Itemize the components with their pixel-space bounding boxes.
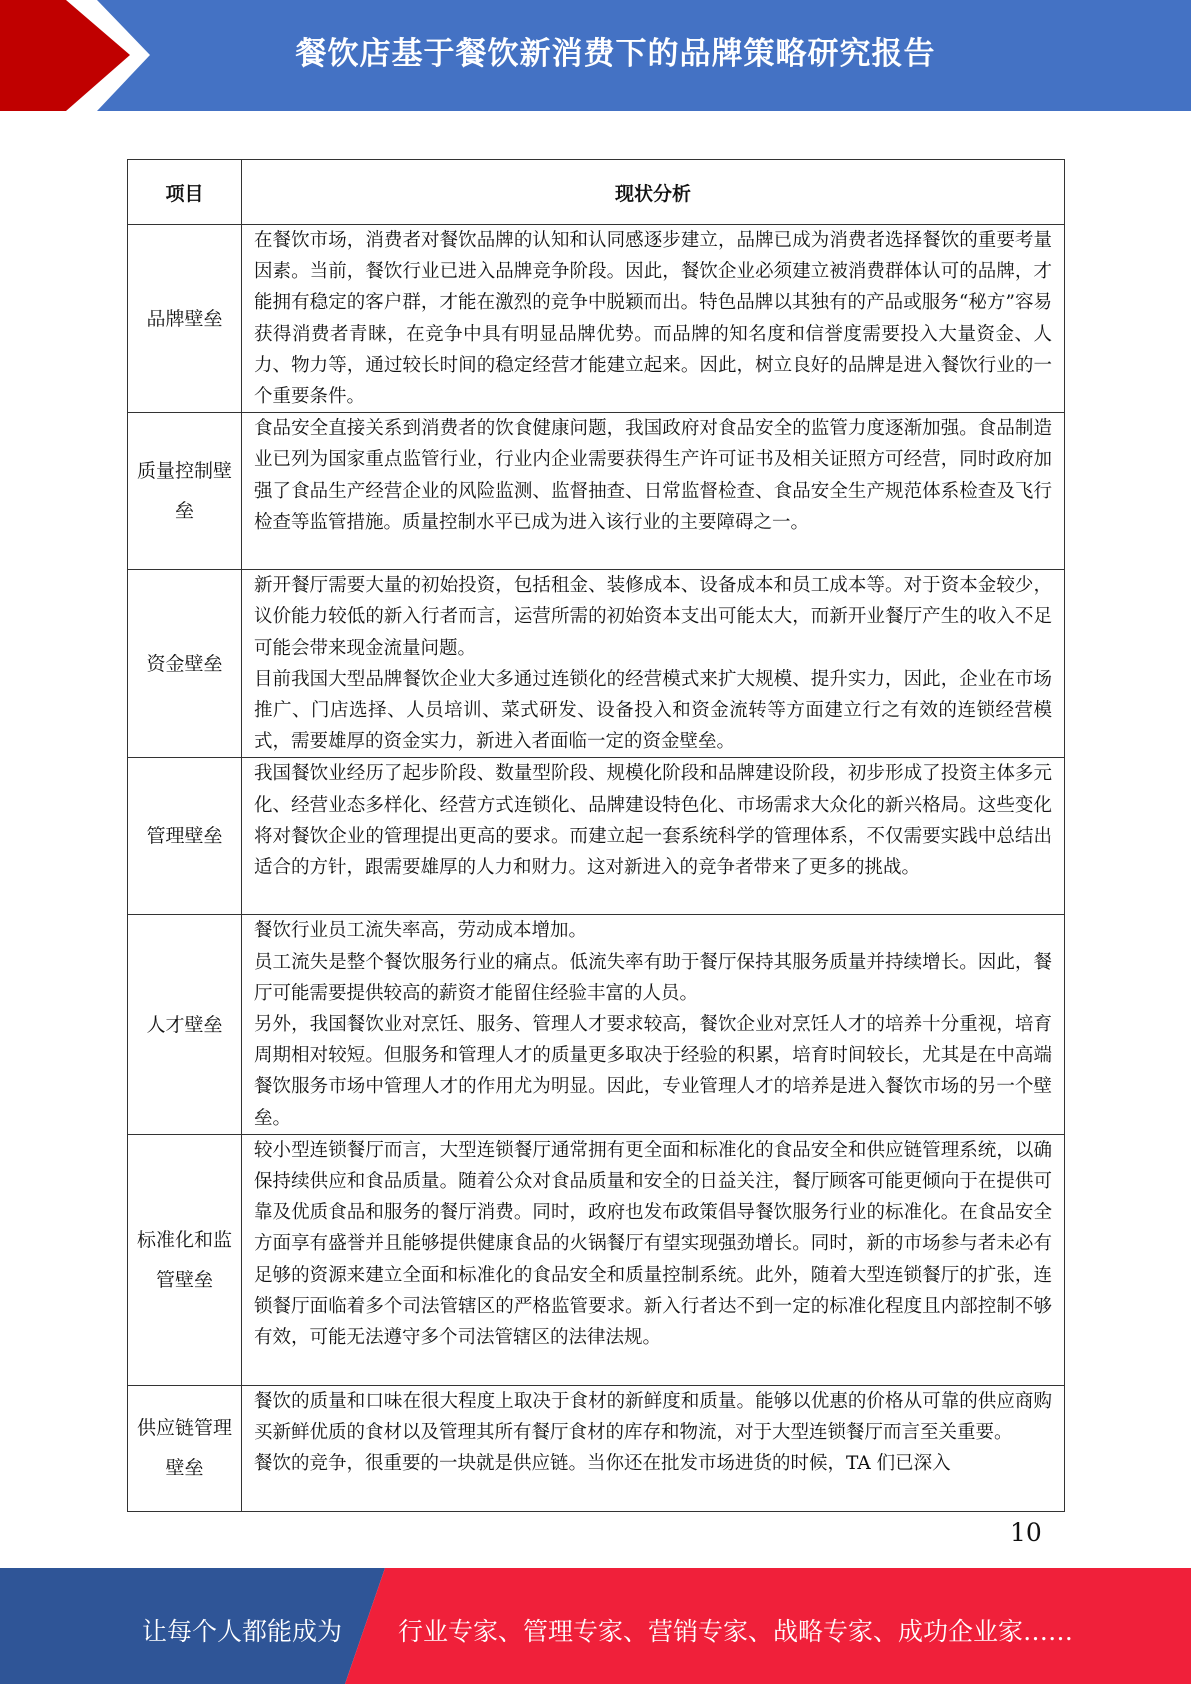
row-paragraph: 食品安全直接关系到消费者的饮食健康问题，我国政府对食品安全的监管力度逐渐加强。食品制造业已列为国家重点监管行业，行业内企业需要获得生产许可证书及相关证照方可经营，同时政府加强了食品生产经营企业的风险监测、监督抽查、日常监督检查、食品安全生产规范体系检查及飞行检查等监管措施。质量控制水平已成为进入该行业的主要障碍之一。	[254, 418, 1052, 533]
row-paragraph: 新开餐厅需要大量的初始投资，包括租金、装修成本、设备成本和员工成本等。对于资本金较少，议价能力较低的新入行者而言，运营所需的初始资本支出可能太大，而新开业餐厅产生的收入不足可能会带来现金流量问题。	[254, 575, 1052, 659]
analysis-table	[127, 159, 1065, 1512]
row-content	[242, 225, 1065, 413]
table-row	[128, 225, 1065, 413]
row-content	[242, 413, 1065, 570]
row-label	[128, 1385, 242, 1511]
row-content	[242, 758, 1065, 915]
row-label	[128, 413, 242, 570]
row-paragraph: 员工流失是整个餐饮服务行业的痛点。低流失率有助于餐厅保持其服务质量并持续增长。因此，餐厅可能需要提供较高的薪资才能留住经验丰富的人员。	[254, 951, 1052, 1004]
row-label-text: 标准化和监管壁垒	[136, 1228, 232, 1291]
row-content	[242, 1385, 1065, 1511]
row-paragraph: 目前我国大型品牌餐饮企业大多通过连锁化的经营模式来扩大规模、提升实力，因此，企业在市场推广、门店选择、人员培训、菜式研发、设备投入和资金流转等方面建立行之有效的连锁经营模式，需要雄厚的资金实力，新进入者面临一定的资金壁垒。	[254, 668, 1052, 753]
table-row	[128, 915, 1065, 1134]
footer-slogan-left: 让每个人都能成为	[142, 1617, 343, 1646]
row-content	[242, 1134, 1065, 1385]
table-row	[128, 1385, 1065, 1511]
row-paragraph: 我国餐饮业经历了起步阶段、数量型阶段、规模化阶段和品牌建设阶段，初步形成了投资主体多元化、经营业态多样化、经营方式连锁化、品牌建设特色化、市场需求大众化的新兴格局。这些变化将对餐饮企业的管理提出更高的要求。而建立起一套系统科学的管理体系，不仅需要实践中总结出适合的方针，跟需要雄厚的人力和财力。这对新进入的竞争者带来了更多的挑战。	[254, 763, 1052, 879]
row-content	[242, 570, 1065, 758]
row-label: 人才壁垒	[128, 915, 242, 1134]
table-row	[128, 1134, 1065, 1385]
footer-slogan-right: 行业专家、管理专家、营销专家、战略专家、成功企业家……	[398, 1617, 1074, 1646]
column-header-item: 项目	[128, 160, 242, 225]
table-row	[128, 570, 1065, 758]
table-header-row	[128, 160, 1065, 225]
row-paragraph: 在餐饮市场，消费者对餐饮品牌的认知和认同感逐步建立，品牌已成为消费者选择餐饮的重要考量因素。当前，餐饮行业已进入品牌竞争阶段。因此，餐饮企业必须建立被消费群体认可的品牌，才能拥有稳定的客户群，才能在激烈的竞争中脱颖而出。特色品牌以其独有的产品或服务“秘方”容易获得消费者青睐，在竞争中具有明显品牌优势。而品牌的知名度和信誉度需要投入大量资金、人力、物力等，通过较长时间的稳定经营才能建立起来。因此，树立良好的品牌是进入餐饮行业的一个重要条件。	[254, 230, 1052, 408]
page-footer	[0, 1568, 1191, 1684]
row-paragraph: 较小型连锁餐厅而言，大型连锁餐厅通常拥有更全面和标准化的食品安全和供应链管理系统，以确保持续供应和食品质量。随着公众对食品质量和安全的日益关注，餐厅顾客可能更倾向于在提供可靠及优质食品和服务的餐厅消费。同时，政府也发布政策倡导餐饮服务行业的标准化。在食品安全方面享有盛誉并且能够提供健康食品的火锅餐厅有望实现强劲增长。同时，新的市场参与者未必有足够的资源来建立全面和标准化的食品安全和质量控制系统。此外，随着大型连锁餐厅的扩张，连锁餐厅面临着多个司法管辖区的严格监管要求。新入行者达不到一定的标准化程度且内部控制不够有效，可能无法遵守多个司法管辖区的法律法规。	[254, 1139, 1052, 1349]
table-row	[128, 758, 1065, 915]
table-row	[128, 413, 1065, 570]
row-label: 资金壁垒	[128, 570, 242, 758]
column-header-analysis: 现状分析	[242, 160, 1065, 225]
row-paragraph: 餐饮的质量和口味在很大程度上取决于食材的新鲜度和质量。能够以优惠的价格从可靠的供应商购买新鲜优质的食材以及管理其所有餐厅食材的库存和物流，对于大型连锁餐厅而言至关重要。	[254, 1390, 1052, 1444]
report-title: 餐饮店基于餐饮新消费下的品牌策略研究报告	[295, 36, 936, 72]
row-label: 管理壁垒	[128, 758, 242, 915]
page-number: 10	[1010, 1518, 1042, 1547]
row-label-text: 供应链管理壁垒	[136, 1417, 232, 1480]
row-label: 品牌壁垒	[128, 225, 242, 413]
row-content	[242, 915, 1065, 1134]
row-label-text: 质量控制壁垒	[136, 460, 232, 523]
row-paragraph: 餐饮的竞争，很重要的一块就是供应链。当你还在批发市场进货的时候，TA 们已深入	[254, 1453, 951, 1475]
row-label	[128, 1134, 242, 1385]
page-header	[0, 0, 1191, 111]
row-paragraph: 另外，我国餐饮业对烹饪、服务、管理人才要求较高，餐饮企业对烹饪人才的培养十分重视，培育周期相对较短。但服务和管理人才的质量更多取决于经验的积累，培育时间较长，尤其是在中高端餐饮服务市场中管理人才的作用尤为明显。因此，专业管理人才的培养是进入餐饮市场的另一个壁垒。	[254, 1014, 1052, 1129]
row-paragraph: 餐饮行业员工流失率高，劳动成本增加。	[254, 920, 588, 942]
